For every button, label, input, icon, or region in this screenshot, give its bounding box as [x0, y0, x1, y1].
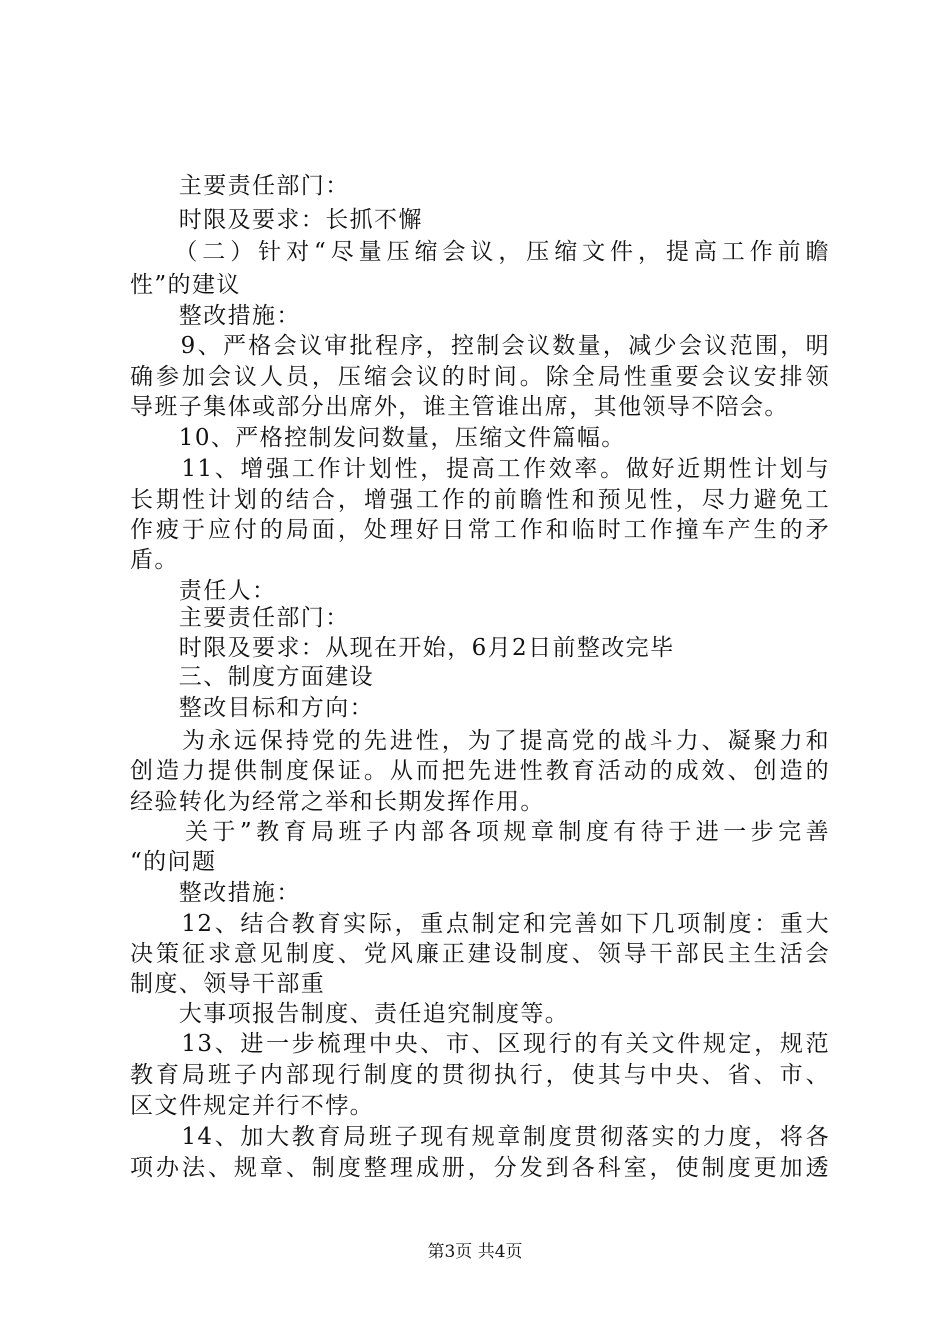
text-line: “的问题 — [130, 849, 217, 875]
text-line: 导班子集体或部分出席外，谁主管谁出席，其他领导不陪会。 — [130, 394, 789, 420]
text-line: 整改目标和方向： — [130, 695, 374, 721]
text-line: 责任人： — [130, 578, 277, 604]
text-line: 14、加大教育局班子现有规章制度贯彻落实的力度，将各 — [130, 1124, 830, 1150]
text-line: 12、结合教育实际，重点制定和完善如下几项制度：重大 — [130, 911, 830, 937]
text-line: 关于”教育局班子内部各项规章制度有待于进一步完善 — [130, 819, 830, 845]
page-number-footer: 第3页 共4页 — [427, 1242, 523, 1262]
text-line: 整改措施： — [130, 880, 301, 906]
text-line: （二）针对“尽量压缩会议，压缩文件，提高工作前瞻 — [130, 239, 830, 265]
text-line: 确参加会议人员，压缩会议的时间。除全局性重要会议安排领 — [130, 364, 830, 390]
text-line: 为永远保持党的先进性，为了提高党的战斗力、凝聚力和 — [130, 728, 830, 754]
text-line: 三、制度方面建设 — [130, 664, 374, 690]
text-line: 10、严格控制发问数量，压缩文件篇幅。 — [130, 425, 626, 451]
text-line: 决策征求意见制度、党风廉正建设制度、领导干部民主生活会 — [130, 941, 830, 967]
text-line: 大事项报告制度、责任追究制度等。 — [130, 1001, 570, 1027]
text-line: 9、严格会议审批程序，控制会议数量，减少会议范围，明 — [130, 333, 830, 359]
text-line: 制度、领导干部重 — [130, 971, 326, 997]
text-line: 13、进一步梳理中央、市、区现行的有关文件规定，规范 — [130, 1031, 830, 1057]
text-line: 11、增强工作计划性，提高工作效率。做好近期性计划与 — [130, 456, 830, 482]
text-line: 性”的建议 — [130, 272, 241, 298]
text-line: 时限及要求：长抓不懈 — [130, 207, 423, 233]
text-line: 项办法、规章、制度整理成册，分发到各科室，使制度更加透 — [130, 1155, 830, 1181]
text-line: 教育局班子内部现行制度的贯彻执行，使其与中央、省、市、 — [130, 1062, 830, 1088]
text-line: 创造力提供制度保证。从而把先进性教育活动的成效、创造的 — [130, 758, 830, 784]
text-line: 盾。 — [130, 547, 179, 573]
text-line: 长期性计划的结合，增强工作的前瞻性和预见性，尽力避免工 — [130, 487, 830, 513]
text-line: 时限及要求：从现在开始，6月2日前整改完毕 — [130, 635, 675, 661]
text-line: 整改措施： — [130, 303, 301, 329]
text-line: 作疲于应付的局面，处理好日常工作和临时工作撞车产生的矛 — [130, 517, 830, 543]
text-line: 主要责任部门： — [130, 173, 350, 199]
text-line: 主要责任部门： — [130, 605, 350, 631]
text-line: 区文件规定并行不悖。 — [130, 1093, 374, 1119]
text-line: 经验转化为经常之举和长期发挥作用。 — [130, 789, 545, 815]
